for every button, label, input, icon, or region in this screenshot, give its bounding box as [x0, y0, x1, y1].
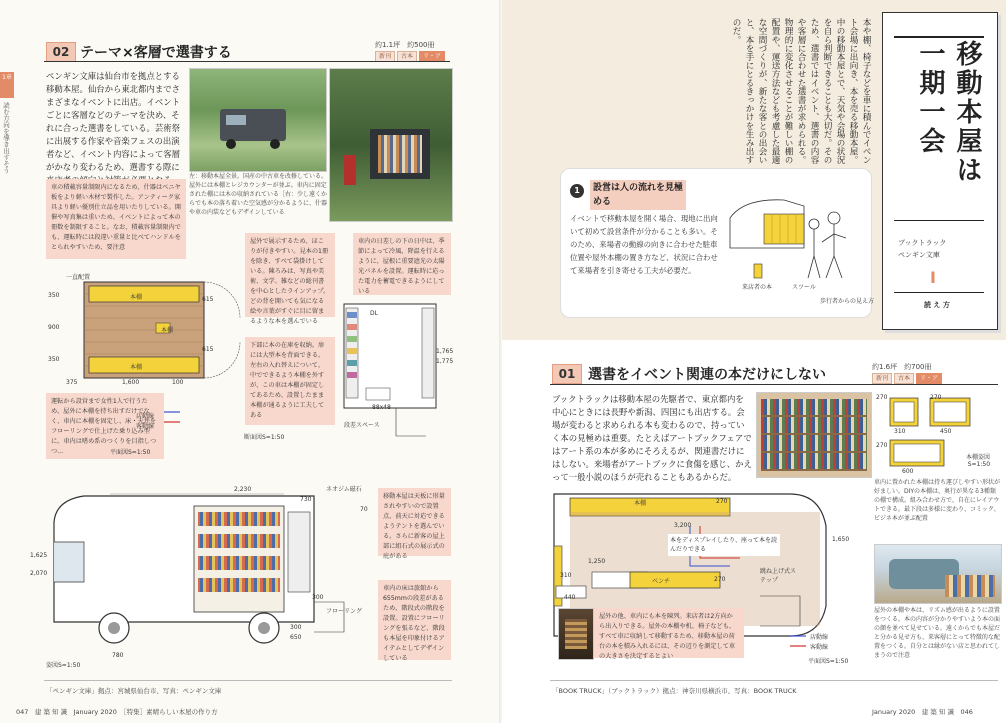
book-rule-mid	[894, 220, 984, 221]
truck-elevation-diagram	[44, 482, 374, 652]
plan-label: 1,600	[122, 379, 140, 386]
elev-label: 730	[300, 496, 312, 503]
plan-label: 900	[48, 324, 60, 331]
elev-label: ネオジム磁石	[326, 486, 362, 493]
legend-guest: 客動線	[136, 423, 155, 430]
plan-label: 270	[714, 576, 726, 583]
elev-label: 300	[312, 594, 324, 601]
chapter-chip: 1章	[0, 72, 14, 98]
shelf-dim: 600	[902, 468, 914, 475]
elev-label: 650	[290, 634, 302, 641]
tag-new: 新刊	[872, 373, 892, 384]
plan-label: 本棚	[130, 294, 143, 301]
section-label-step: 段差スペース	[344, 422, 380, 429]
shelf-caption: 車内に置かれた本棚は持ち運びしやすい形状が好ましい。DIYの本棚は、奥行が異なる3種類の棚で構成。組み合わせ方で、自在にレイアウトできる。最下段は多様に変わり、コミック、ビジネ本が並ぶ配置	[874, 479, 1001, 522]
plan-label: 375	[66, 379, 78, 386]
plan-scale: 平面図S=1:50	[808, 658, 849, 665]
floor-plan-scale: 平面図S=1:50	[110, 449, 151, 456]
plan-label-bench: ベンチ	[652, 578, 671, 585]
shelf-dim: 270	[876, 394, 888, 401]
elev-label: フローリング	[326, 608, 362, 615]
cover-roman: I	[930, 268, 936, 287]
page-footer-right: January 2020 建 築 知 識 046	[872, 708, 973, 716]
credits: 「BOOK TRUCK」（ブックトラック）拠点：神奈川県横浜市、写真：BOOK TRUCK	[552, 687, 797, 695]
photo-bookshelves	[756, 392, 872, 478]
left-page	[0, 0, 500, 723]
outdoor-caption: 屋外の本棚や本は、リズム感が出るように設置をつくる。本の内容が分かりやすいよう本の面の顔を並べて見せている。遠くからでも本屋だと分かる見せ方も、来客層にとって特徴的な配置をつくる。自分とは縁がない店と思われてしまうので注意	[874, 607, 1001, 659]
section-rule	[550, 384, 998, 385]
tip-body: イベントで移動本屋を開く場合、現地に出向いて初めて設営条件が分かることも多い。そのため、来場者の動線の向きに合わせた駐車位置や屋外本棚の置き方など、状況に合わせて来場者を引き寄せる工夫が必要だ。	[570, 214, 718, 275]
right-page	[502, 0, 1006, 723]
plan-label: 1,650	[832, 536, 850, 543]
tip-label-books: 来店者の本	[742, 284, 773, 291]
section-label-dl: DL	[370, 310, 378, 317]
plan-label-step: 跳ね上げ式ステップ	[760, 568, 797, 584]
book-title: 移動本屋は一期一会	[915, 40, 982, 185]
book-rule-top	[894, 36, 984, 38]
plan-label-shelf: 本棚	[634, 500, 647, 507]
legend-guest: 客動線	[810, 644, 829, 651]
cover-footer: 読 え 方	[924, 301, 950, 309]
tag-new: 新刊	[375, 51, 395, 62]
tag-used: 古本	[397, 51, 417, 62]
page-footer-left: 047 建 築 知 識 January 2020 ［特集］素晴らしい本屋の作り方	[16, 708, 218, 716]
shelf-scale: 本棚姿図 S=1:50	[966, 454, 991, 468]
section-label-box: 88x48	[372, 404, 391, 411]
photo-outdoor-shelves	[874, 544, 1002, 604]
side-tab-label: 読む方向を導き出すそう	[2, 102, 10, 174]
photo-caption: 左：移動本屋全景。国産の中古車を改修している。屋外には本棚とレジカウンターが並ぶ。車内に固定された棚には木の収納されている［右：少し遠くからでも本の落ち着いた空気感が分かるように、什器や車の内装などもデザインしている	[189, 173, 328, 216]
book-rule-bottom	[894, 292, 984, 293]
cover-item-1: ブックトラック	[898, 239, 947, 247]
legend-staff: 店動線	[136, 413, 155, 420]
note-dust: 屋外で展示するため、ほこりが付きやすい。見本の1冊を除き、すべて袋掛けしている。陳ろみは、写真や美術、文学、雑などの総刊書を中心としたラインアップ。どの背を開いても気になる絵や言葉がすぐに目に留まるような本を選んでいる	[245, 233, 335, 317]
photo-truck-outdoor	[189, 68, 327, 172]
plan-label: 310	[560, 572, 572, 579]
shelf-dim: 450	[940, 428, 952, 435]
tip-heading: 設営は人の流れを見極める	[590, 180, 686, 210]
elev-label: 300	[290, 624, 302, 631]
tag-used: 古本	[894, 373, 914, 384]
plan-label: 440	[564, 594, 576, 601]
cover-item-2: ペンギン文庫	[898, 251, 940, 259]
shelf-dim: 310	[894, 428, 906, 435]
plan-label: 3,200	[674, 522, 692, 529]
section-rule	[44, 61, 450, 62]
intro-text: 本や棚、椅子などを車に積んでイベント会場に出向き、本を売る移動本屋。中の移動本屋とで、天気や会場の状況を自ら判断できることも大切だ。そのため、選書ではイベント、選書の内容や客層に合わせた選書が求められる。物理的に変化させることが難しい棚の配置や、運送方法なども考慮した最適な空間づくりが、新たな客との出会いと、本を手にとるきっかけを生み出すのだ。	[731, 18, 871, 165]
plan-label: 270	[716, 498, 728, 505]
plan-label: 615	[202, 346, 214, 353]
plan-label: 350	[48, 292, 60, 299]
note-tent: 移動本屋は天板に形量されやすいので設置点、前天に対応できるようテントを選んでいる。さらに新客の屋上部に組石式の展示式の庇がある	[378, 488, 451, 556]
photo-truck-shelves	[329, 68, 453, 222]
tip-label-view: 歩行者からの見え方	[820, 298, 875, 305]
note-setup: 運転から設営まで女性1人で行うため、屋外に本棚を持ち出すだけでなく、車内に本棚を固定し、床・天井をフローリングで仕上げた乗り込み型に。車内は嗜め系のつくりを目指しつつ...	[46, 393, 164, 459]
note-storage: 下部に本の在庫を収納。扉には大型本を背面できる。左右の入れ替えについて、中でできるよう本棚を外すが、この車は本棚が固定してあるため、設置したまま本棚が通るように工夫してある	[245, 337, 335, 425]
floor-plan-diagram	[44, 262, 244, 462]
plan-label: 100	[172, 379, 184, 386]
plan-label: 本棚	[161, 327, 174, 334]
plan-label: 一直配置	[66, 274, 91, 281]
shelf-dim: 270	[930, 394, 942, 401]
shelf-dim: 270	[876, 442, 888, 449]
elevation-scale: 姿図S=1:50	[46, 662, 81, 669]
tag-other: リ・ア	[916, 373, 942, 384]
elev-label: 70	[360, 506, 368, 513]
section-number: 01	[552, 364, 582, 384]
elev-label: 2,230	[234, 486, 252, 493]
footer-rule	[44, 680, 452, 681]
note-interior: 屋外の他、車内にも本を陳列。来店者は2方向から出入りできる。屋外の本棚や机、椅子なども、すべて車に収納して移動するため、移動本屋の荷台の本を積み入れるには、その辺りを測定して車の大きさを決定するとよい	[594, 608, 744, 658]
section-title: 選書をイベント関連の本だけにしない	[588, 367, 826, 383]
plan-label: 本棚	[130, 364, 143, 371]
body-text: ペンギン文庫は仙台市を拠点とする移動本屋。仙台から東北都内までさまざまなイベントに出店。イベントごとに客層などのテーマを決め、それに合った選書をしている。芸術祭に出展する作家や音楽フェスの出演者など、イベント内容によって客層がかなり変わるため、選書する際に	[46, 71, 180, 172]
note-weight: 車の積載容量制限内になるため、什器はベニヤ板をより軽い木材で製作した。アンティーク家具より軽い優別仕立品を用いたりしている。開催や写真集は重いため、イベントによって本の冊数を制限すること。なお、積載容量制限内でも、運転時には段違い重量と比べてハンドルをとられやすいため、要注意	[46, 179, 186, 259]
note-floor: 車内の床は旅館から655mmの段差があるため、階段式の階段を設置。設置にフローリングを張るなど、階段も本屋を印象付けるアイテムとしてデザインしている	[378, 580, 451, 660]
plan-label: 615	[202, 296, 214, 303]
section-scale: 断面図S=1:50	[244, 434, 285, 441]
elev-label: 780	[112, 652, 124, 659]
section-tags	[872, 373, 942, 384]
plan-callout: 本をディスプレイしたり、座って本を読んだりできる	[668, 534, 780, 556]
footer-rule	[550, 680, 998, 681]
section-number: 02	[46, 42, 76, 62]
tag-other: リ・ア	[419, 51, 445, 62]
elev-label: 1,625	[30, 552, 48, 559]
section-label-height: 1,765	[436, 348, 454, 355]
elev-label: 2,070	[30, 570, 48, 577]
section-meta: 約1.6坪 約700冊	[872, 363, 932, 371]
legend-staff: 店動線	[810, 634, 829, 641]
tip-illustration	[724, 178, 864, 294]
note-solar: 車内の日差しの下の日中は、季節によって冷風、降温を行えるように、屋根に重要遮光の太陽光パネルを設置。運転時に応った電力を蓄電できるようにしている	[353, 233, 451, 295]
plan-label: 1,250	[588, 558, 606, 565]
section-meta: 約1.1坪 約500冊	[375, 41, 435, 49]
section-label-height2: 1,775	[436, 358, 454, 365]
tip-label-stool: スツール	[792, 284, 816, 291]
plan-label: 350	[48, 356, 60, 363]
body-text: ブックトラックは移動本屋の先駆者で、東京都内を中心にときには長野や新潟、四国にも出店する。会場が変わると求められる本も変わるので、持っていく本の見極めは重要。たとえばアートブックフェアではアート系の本が多めにそろえるが、関連書だけにはしない。来場者がアートブックに食傷を感じ、かえって一般小説のほうが売れることもあるからだ。	[552, 394, 752, 482]
photo-interior	[558, 608, 594, 660]
tip-number: 1	[570, 184, 584, 198]
credits: 「ペンギン文庫」拠点：宮城県仙台市、写真：ペンギン文庫	[46, 687, 222, 695]
section-title: テーマ×客層で選書する	[80, 45, 232, 61]
